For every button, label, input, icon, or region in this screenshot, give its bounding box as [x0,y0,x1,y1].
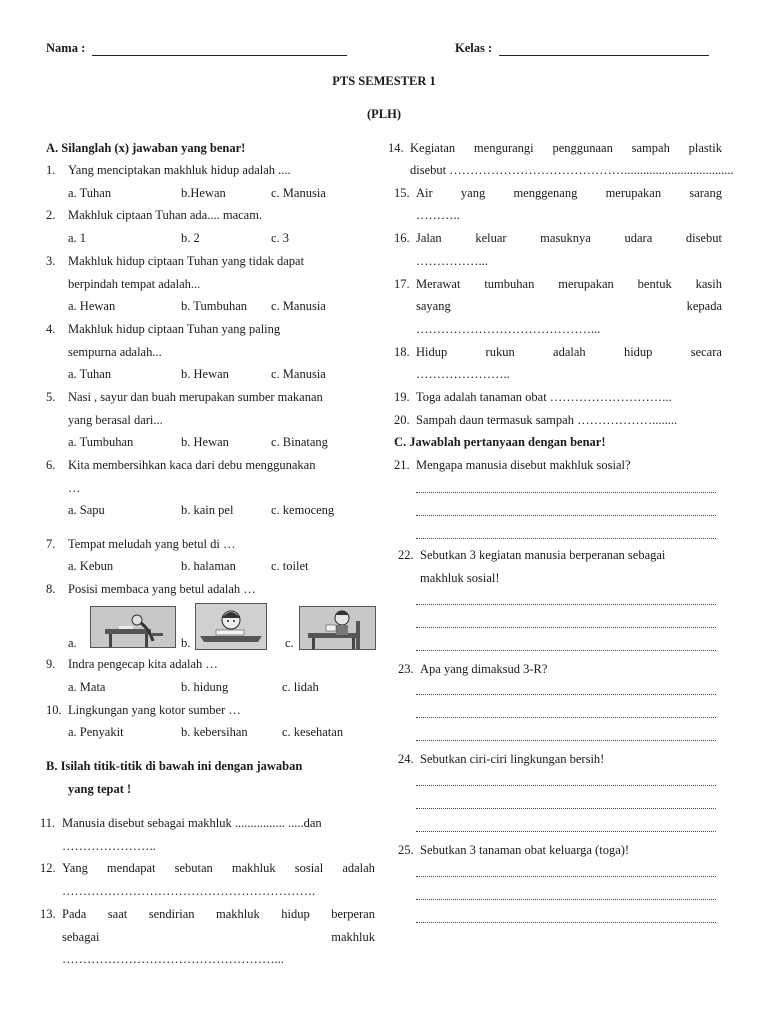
word: sebagai [62,930,100,944]
q23-number: 23. [398,662,414,676]
q24-answer-line-2[interactable] [416,808,716,809]
q7-option-b[interactable]: b. halaman [181,559,236,573]
word: Merawat [416,277,461,291]
q8-option-a-label[interactable]: a. [68,636,77,650]
q18-answer-dots[interactable]: ………………….. [416,367,510,381]
name-label: Nama : [46,41,86,55]
q9-option-a[interactable]: a. Mata [68,680,106,694]
word: sosial [294,861,324,875]
q11-text-line1: Manusia disebut sebagai makhluk ................ .....dan [62,816,322,830]
word: sarang [689,186,722,200]
q5-text-line2: yang berasal dari... [68,413,163,427]
section-b-heading-line2: yang tepat ! [68,782,132,796]
word: sendirian [148,907,195,921]
q6-option-b[interactable]: b. kain pel [181,503,234,517]
q13-text-line2 [62,929,375,945]
word: merupakan [558,277,614,291]
q17-answer-dots[interactable]: ……………………………………... [416,322,601,336]
q23-answer-line-2[interactable] [416,717,716,718]
word: tumbuhan [484,277,535,291]
page-title: PTS SEMESTER 1 [332,74,436,88]
q12-answer-dots[interactable]: ……………………………………………………. [62,884,316,898]
q13-text-line1 [62,906,375,922]
q4-number: 4. [46,322,56,336]
word: masuknya [540,231,591,245]
q9-option-c[interactable]: c. lidah [282,680,319,694]
q23-text: Apa yang dimaksud 3-R? [420,662,548,676]
q23-answer-line-1[interactable] [416,694,716,695]
word: kasih [695,277,722,291]
word: sebutan [174,861,213,875]
q2-number: 2. [46,208,56,222]
q13-answer-dots[interactable]: ……………………………………………... [62,952,284,966]
word: hidup [281,907,310,921]
q15-number: 15. [394,186,410,200]
class-label: Kelas : [455,41,493,55]
word: adalah [342,861,375,875]
q11-answer-dots[interactable]: ………………….. [62,839,156,853]
name-field[interactable] [46,40,347,56]
q24-number: 24. [398,752,414,766]
q7-text: Tempat meludah yang betul di … [68,537,236,551]
word: adalah [553,345,586,359]
section-b-heading-line1: B. Isilah titik-titik di bawah ini dengan jawaban [46,759,303,773]
q10-number: 10. [46,703,62,717]
q7-number: 7. [46,537,56,551]
q12-number: 12. [40,861,56,875]
q12-text-line1 [62,860,375,876]
q5-option-a[interactable]: a. Tumbuhan [68,435,134,449]
q18-text-line1 [416,344,722,360]
q1-option-c[interactable]: c. Manusia [271,186,326,200]
q24-text: Sebutkan ciri-ciri lingkungan bersih! [420,752,605,766]
class-field[interactable] [455,40,709,56]
word: kepada [686,299,722,313]
q25-answer-line-1[interactable] [416,876,716,877]
q24-answer-line-1[interactable] [416,785,716,786]
q22-answer-line-2[interactable] [416,627,716,628]
child-slouching-reading-illustration [91,607,175,647]
q3-option-c[interactable]: c. Manusia [271,299,326,313]
word: makhluk [331,930,375,944]
q25-answer-line-2[interactable] [416,899,716,900]
q1-number: 1. [46,163,56,177]
q15-answer-dots[interactable]: ……….. [416,208,460,222]
q7-option-a[interactable]: a. Kebun [68,559,114,573]
q16-text-line1 [416,230,722,246]
word: merupakan [605,186,662,200]
q24-answer-line-3[interactable] [416,831,716,832]
q6-number: 6. [46,458,56,472]
word: menggenang [513,186,578,200]
q4-option-a[interactable]: a. Tuhan [68,367,112,381]
q10-text: Lingkungan yang kotor sumber … [68,703,241,717]
q2-option-a[interactable]: a. 1 [68,231,87,245]
q6-text-line1: Kita membersihkan kaca dari debu menggunakan [68,458,316,472]
section-a-heading: A. Silanglah (x) jawaban yang benar! [46,141,246,155]
q25-number: 25. [398,843,414,857]
q14-text-line2[interactable]: disebut ……………………………………................................... [410,163,734,177]
q19-number: 19. [394,390,410,404]
q6-option-c[interactable]: c. kemoceng [271,503,335,517]
q17-text-line2 [416,298,722,314]
q21-answer-line-1[interactable] [416,492,716,493]
name-line[interactable] [92,55,347,56]
q13-number: 13. [40,907,56,921]
word: makhluk [231,861,276,875]
q22-text-line2: makhluk sosial! [420,571,500,585]
word: mendapat [106,861,156,875]
q2-option-c[interactable]: c. 3 [271,231,290,245]
word: sampah [631,141,670,155]
q10-option-b[interactable]: b. kebersihan [181,725,248,739]
q10-option-a[interactable]: a. Penyakit [68,725,124,739]
q5-text-line1: Nasi , sayur dan buah merupakan sumber makanan [68,390,323,404]
q21-answer-line-3[interactable] [416,538,716,539]
word: bentuk [637,277,672,291]
class-line[interactable] [499,55,709,56]
q16-number: 16. [394,231,410,245]
q11-number: 11. [40,816,56,830]
word: disebut [685,231,722,245]
q21-number: 21. [394,458,410,472]
word: Air [416,186,433,200]
q21-answer-line-2[interactable] [416,515,716,516]
q4-option-c[interactable]: c. Manusia [271,367,326,381]
q3-option-a[interactable]: a. Hewan [68,299,116,313]
q4-text-line1: Makhluk hidup ciptaan Tuhan yang paling [68,322,281,336]
q15-text-line1 [416,185,722,201]
q4-option-b[interactable]: b. Hewan [181,367,229,381]
word: rukun [485,345,515,359]
q2-text: Makhluk ciptaan Tuhan ada.... macam. [68,208,263,222]
q8-option-b-label[interactable]: b. [181,636,191,650]
q22-number: 22. [398,548,414,562]
q2-option-b[interactable]: b. 2 [181,231,200,245]
q18-number: 18. [394,345,410,359]
q21-text: Mengapa manusia disebut makhluk sosial? [416,458,631,472]
q9-option-b[interactable]: b. hidung [181,680,229,694]
word: Kegiatan [410,141,456,155]
q8-option-a-picture[interactable] [90,606,176,648]
word: penggunaan [552,141,613,155]
q25-text: Sebutkan 3 tanaman obat keluarga (toga)! [420,843,630,857]
q3-text-line2: berpindah tempat adalah... [68,277,201,291]
q3-option-b[interactable]: b. Tumbuhan [181,299,247,313]
q9-text: Indra pengecap kita adalah … [68,657,218,671]
q17-text-line1 [416,276,722,292]
q20-number: 20. [394,413,410,427]
q16-answer-dots[interactable]: ……………... [416,254,488,268]
q9-number: 9. [46,657,56,671]
q8-option-b-picture[interactable] [195,603,267,650]
word: sayang [416,299,451,313]
q14-number: 14. [388,141,404,155]
q10-option-c[interactable]: c. kesehatan [282,725,344,739]
word: berperan [331,907,375,921]
q1-option-b[interactable]: b.Hewan [181,186,226,200]
q22-answer-line-1[interactable] [416,604,716,605]
q5-option-b[interactable]: b. Hewan [181,435,229,449]
word: yang [460,186,486,200]
word: Yang [62,861,88,875]
q5-number: 5. [46,390,56,404]
page-subtitle: (PLH) [366,107,402,121]
q6-text-line2: … [68,481,81,495]
q8-option-c-label[interactable]: c. [285,636,294,650]
q14-text-line1 [410,140,722,156]
word: hidup [623,345,653,359]
q4-text-line2: sempurna adalah... [68,345,162,359]
word: makhluk [216,907,260,921]
word: mengurangi [473,141,534,155]
word: keluar [475,231,507,245]
q22-text-line1: Sebutkan 3 kegiatan manusia berperanan sebagai [420,548,666,562]
q6-option-a[interactable]: a. Sapu [68,503,105,517]
q3-number: 3. [46,254,56,268]
q19-text[interactable]: Toga adalah tanaman obat ………………………... [416,390,672,404]
q22-answer-line-3[interactable] [416,650,716,651]
section-c-heading: C. Jawablah pertanyaan dengan benar! [394,435,606,449]
word: secara [690,345,722,359]
q8-number: 8. [46,582,56,596]
q20-text[interactable]: Sampah daun termasuk sampah ………………........ [416,413,678,427]
word: Jalan [416,231,442,245]
q25-answer-line-3[interactable] [416,922,716,923]
girl-lying-on-desk-reading-illustration [196,604,266,649]
word: plastik [688,141,722,155]
q8-option-c-picture[interactable] [299,606,376,650]
q1-option-a[interactable]: a. Tuhan [68,186,112,200]
word: Hidup [416,345,448,359]
word: Pada [62,907,87,921]
q3-text-line1: Makhluk hidup ciptaan Tuhan yang tidak dapat [68,254,305,268]
word: saat [107,907,128,921]
q1-text: Yang menciptakan makhluk hidup adalah .... [68,163,291,177]
q7-option-c[interactable]: c. toilet [271,559,309,573]
q23-answer-line-3[interactable] [416,740,716,741]
word: udara [624,231,653,245]
q5-option-c[interactable]: c. Binatang [271,435,328,449]
q8-text: Posisi membaca yang betul adalah … [68,582,256,596]
q17-number: 17. [394,277,410,291]
boy-upright-reading-illustration [300,607,375,649]
